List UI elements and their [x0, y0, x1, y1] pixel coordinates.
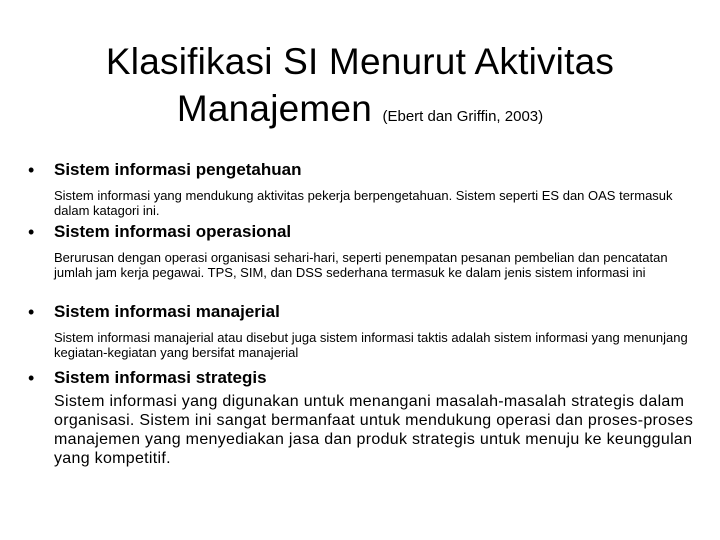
- item-description: Sistem informasi yang digunakan untuk menangani masalah-masalah strategis dalam organisasi. Sistem ini sangat bermanfaat untuk mendukung operasi dan proses-proses manajemen yang menyediakan jasa dan produk strategis untuk menuju ke keunggulan yang kompetitif.: [54, 393, 694, 467]
- item-description: Sistem informasi manajerial atau disebut juga sistem informasi taktis adalah sistem informasi yang menunjang kegiatan-kegiatan yang bersifat manajerial: [54, 330, 688, 360]
- bullet-icon: •: [28, 160, 35, 180]
- item-heading: Sistem informasi operasional: [54, 222, 292, 241]
- bullet-icon: •: [28, 368, 35, 388]
- bullet-icon: •: [28, 222, 35, 242]
- item-row: [28, 160, 698, 180]
- title-line-1: Klasifikasi SI Menurut Aktivitas: [105, 41, 615, 82]
- item-heading: Sistem informasi manajerial: [54, 302, 280, 321]
- item-row: [28, 222, 698, 242]
- slide-title: [60, 38, 660, 140]
- item-heading: Sistem informasi strategis: [54, 368, 267, 387]
- list-item-operasional: [28, 222, 698, 280]
- title-line-2: [60, 85, 660, 140]
- title-main: Manajemen: [176, 88, 372, 129]
- item-heading: Sistem informasi pengetahuan: [54, 160, 302, 179]
- list-item-manajerial: [28, 302, 698, 360]
- item-description: Berurusan dengan operasi organisasi sehari-hari, seperti penempatan pesanan pembelian dan pencatatan jumlah jam kerja pegawai. TPS, SIM, dan DSS sederhana termasuk ke dalam jenis sistem informasi ini: [54, 250, 668, 280]
- title-citation: (Ebert dan Griffin, 2003): [382, 108, 544, 125]
- list-item-strategis: [28, 368, 698, 468]
- item-description: Sistem informasi yang mendukung aktivitas pekerja berpengetahuan. Sistem seperti ES dan OAS termasuk dalam katagori ini.: [54, 188, 673, 218]
- bullet-icon: •: [28, 302, 35, 322]
- item-row: [28, 368, 698, 388]
- list-item-pengetahuan: [28, 160, 698, 218]
- item-row: [28, 302, 698, 322]
